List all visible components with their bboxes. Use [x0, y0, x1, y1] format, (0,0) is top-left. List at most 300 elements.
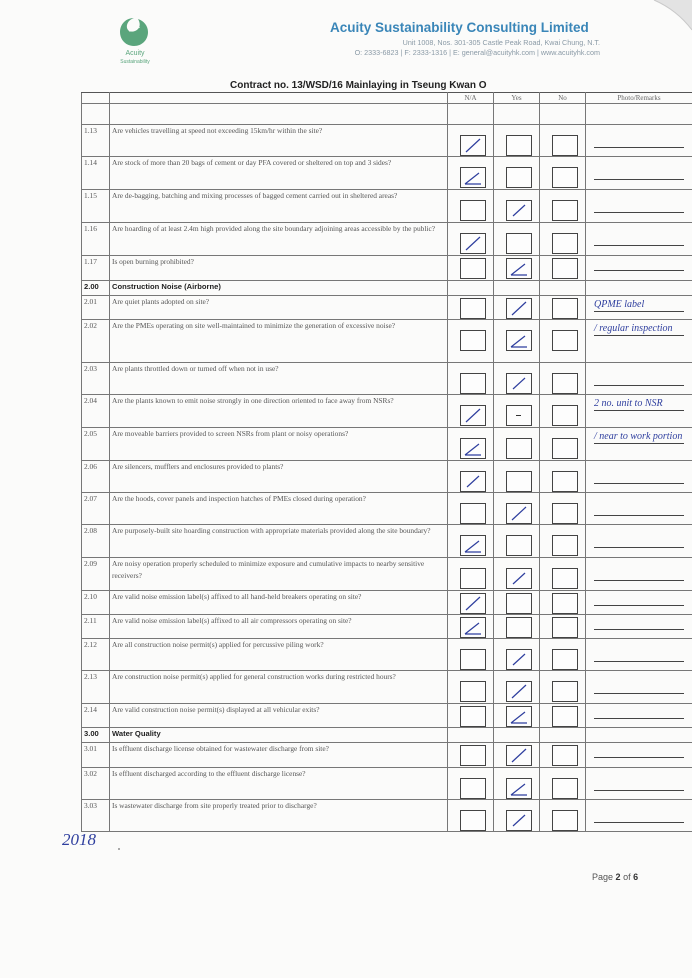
address-line-1: Unit 1008, Nos. 301-305 Castle Peak Road, Kwai Chung, N.T. — [402, 38, 600, 47]
cell-na — [448, 615, 494, 639]
cell-yes — [494, 223, 540, 256]
tick-mark-icon — [507, 707, 531, 726]
dash-mark-icon — [516, 415, 521, 416]
checkbox-empty[interactable] — [460, 568, 486, 589]
cell-no — [540, 800, 586, 832]
item-number: 2.03 — [82, 363, 110, 395]
header-question-cell — [110, 93, 448, 104]
cell-na — [448, 125, 494, 157]
table-row — [82, 704, 692, 728]
checkbox-empty[interactable] — [506, 617, 532, 638]
cell-na — [448, 428, 494, 461]
checkbox-ticked[interactable] — [460, 167, 486, 188]
tick-mark-icon — [461, 168, 485, 187]
cell-no — [540, 190, 586, 223]
cell-no — [540, 591, 586, 615]
cell-no — [540, 704, 586, 728]
remark-line — [594, 605, 684, 606]
table-row — [82, 256, 692, 281]
item-question: Are moveable barriers provided to screen NSRs from plant or noisy operations? — [110, 428, 448, 461]
item-question: Is effluent discharge license obtained for wastewater discharge from site? — [110, 743, 448, 768]
checkbox-empty[interactable] — [460, 706, 486, 727]
table-row — [82, 320, 692, 363]
cell-yes — [494, 363, 540, 395]
header-num-cell — [82, 93, 110, 104]
cell-na — [448, 768, 494, 800]
checkbox-empty[interactable] — [552, 649, 578, 670]
remark-line — [594, 385, 684, 386]
checkbox-empty[interactable] — [506, 233, 532, 254]
remark-cell — [586, 296, 692, 320]
cell-yes — [494, 428, 540, 461]
table-row — [82, 639, 692, 671]
checkbox-empty[interactable] — [506, 438, 532, 459]
checkbox-ticked[interactable] — [506, 745, 532, 766]
table-row — [82, 125, 692, 157]
remark-cell — [586, 591, 692, 615]
item-question: Is wastewater discharge from site properly treated prior to discharge? — [110, 800, 448, 832]
checkbox-empty[interactable] — [460, 373, 486, 394]
tick-mark-icon — [507, 569, 531, 588]
cell-yes — [494, 615, 540, 639]
cell-yes — [494, 461, 540, 493]
table-row — [82, 558, 692, 591]
checkbox-ticked[interactable] — [460, 471, 486, 492]
cell-na — [448, 461, 494, 493]
handwritten-remark: QPME label — [594, 299, 645, 310]
remark-cell — [586, 493, 692, 525]
cell-no — [540, 428, 586, 461]
cell-no — [540, 461, 586, 493]
handwritten-remark: / regular inspection — [594, 323, 673, 334]
leaf-logo-icon — [104, 14, 164, 50]
checkbox-empty[interactable] — [460, 649, 486, 670]
remark-line — [594, 547, 684, 548]
checkbox-empty[interactable] — [552, 706, 578, 727]
table-row — [82, 223, 692, 256]
cell-yes — [494, 743, 540, 768]
checkbox-empty[interactable] — [460, 298, 486, 319]
remark-cell — [586, 395, 692, 428]
item-question: Are construction noise permit(s) applied for general construction works during restricted hours? — [110, 671, 448, 704]
tick-mark-icon — [461, 136, 485, 155]
checkbox-empty[interactable] — [506, 471, 532, 492]
cell-yes — [494, 190, 540, 223]
blank-cell — [110, 104, 448, 125]
item-number: 1.16 — [82, 223, 110, 256]
tick-mark-icon — [461, 594, 485, 613]
remark-line — [594, 270, 684, 271]
remark-cell — [586, 363, 692, 395]
checkbox-empty[interactable] — [552, 135, 578, 156]
blank-cell — [448, 104, 494, 125]
page-total: 6 — [633, 872, 639, 882]
header-yes: Yes — [494, 93, 540, 104]
item-question: Are noisy operation properly scheduled to minimize exposure and cumulative impacts to nearby sensitive receivers? — [110, 558, 448, 591]
cell-no — [540, 671, 586, 704]
remark-cell — [586, 525, 692, 558]
checklist-table — [81, 92, 692, 832]
item-question: Is effluent discharged according to the effluent discharge license? — [110, 768, 448, 800]
blank-cell — [82, 104, 110, 125]
page-label: Page — [592, 872, 614, 882]
item-number: 2.10 — [82, 591, 110, 615]
company-address — [330, 38, 600, 58]
cell-no — [540, 743, 586, 768]
item-question: Are the plants known to emit noise strongly in one direction oriented to face away from NSRs? — [110, 395, 448, 428]
checkbox-ticked[interactable] — [506, 649, 532, 670]
cell-yes — [494, 558, 540, 591]
blank-cell — [540, 104, 586, 125]
table-row — [82, 296, 692, 320]
cell-no — [540, 223, 586, 256]
checkbox-ticked[interactable] — [460, 593, 486, 614]
remark-cell — [586, 190, 692, 223]
cell-yes — [494, 493, 540, 525]
cell-na — [448, 704, 494, 728]
item-number: 2.07 — [82, 493, 110, 525]
cell-yes — [494, 125, 540, 157]
header-remarks: Photo/Remarks — [586, 93, 692, 104]
checkbox-ticked[interactable] — [506, 681, 532, 702]
checkbox-empty[interactable] — [552, 681, 578, 702]
item-question: Are stock of more than 20 bags of cement or day PFA covered or sheltered on top and 3 sides? — [110, 157, 448, 190]
cell-no — [540, 558, 586, 591]
checkbox-empty[interactable] — [552, 405, 578, 426]
remark-cell — [586, 428, 692, 461]
cell-na — [448, 639, 494, 671]
tick-mark-icon — [507, 779, 531, 798]
item-number: 1.14 — [82, 157, 110, 190]
page-corner-shadow — [642, 0, 692, 40]
checkbox-empty[interactable] — [552, 298, 578, 319]
remark-line — [594, 757, 684, 758]
item-question: Are the hoods, cover panels and inspection hatches of PMEs closed during operation? — [110, 493, 448, 525]
section-row — [82, 728, 692, 743]
tick-mark-icon — [461, 406, 485, 425]
remark-cell — [586, 281, 692, 296]
checkbox-empty[interactable] — [552, 810, 578, 831]
checkbox-empty[interactable] — [460, 503, 486, 524]
item-number: 2.14 — [82, 704, 110, 728]
remark-cell — [586, 157, 692, 190]
item-number: 2.06 — [82, 461, 110, 493]
checkbox-ticked[interactable] — [506, 200, 532, 221]
tick-mark-icon — [461, 472, 485, 491]
remark-line — [594, 245, 684, 246]
checkbox-ticked[interactable] — [460, 535, 486, 556]
tick-mark-icon — [507, 299, 531, 318]
scan-speck — [118, 848, 120, 850]
tick-mark-icon — [461, 536, 485, 555]
handwritten-remark: 2 no. unit to NSR — [594, 398, 663, 409]
table-row — [82, 743, 692, 768]
item-question: Are valid construction noise permit(s) displayed at all vehicular exits? — [110, 704, 448, 728]
checkbox-ticked[interactable] — [506, 810, 532, 831]
tick-mark-icon — [461, 234, 485, 253]
table-row — [82, 800, 692, 832]
logo-text: Acuity — [125, 50, 145, 57]
checkbox-empty[interactable] — [552, 373, 578, 394]
checkbox-empty[interactable] — [552, 503, 578, 524]
cell-no — [540, 320, 586, 363]
checkbox-empty[interactable] — [460, 810, 486, 831]
checkbox-empty[interactable] — [552, 330, 578, 351]
cell-no — [540, 639, 586, 671]
item-number: 2.08 — [82, 525, 110, 558]
checkbox-empty[interactable] — [552, 258, 578, 279]
checkbox-empty[interactable] — [552, 471, 578, 492]
remark-line — [594, 335, 684, 336]
checkbox-empty[interactable] — [460, 200, 486, 221]
checkbox-empty[interactable] — [460, 258, 486, 279]
tick-mark-icon — [461, 439, 485, 458]
blank-cell — [494, 104, 540, 125]
checkbox-empty[interactable] — [460, 681, 486, 702]
cell-na — [448, 363, 494, 395]
item-number: 3.00 — [82, 728, 110, 743]
cell-na — [448, 493, 494, 525]
page-number — [592, 872, 638, 882]
cell-na — [448, 190, 494, 223]
checkbox-empty[interactable] — [460, 745, 486, 766]
cell-na — [448, 525, 494, 558]
remark-line — [594, 693, 684, 694]
item-question: Are de-bagging, batching and mixing processes of bagged cement carried out in sheltered areas? — [110, 190, 448, 223]
item-number: 3.03 — [82, 800, 110, 832]
checkbox-ticked[interactable] — [506, 778, 532, 799]
company-header — [330, 20, 600, 58]
table-row — [82, 615, 692, 639]
remark-line — [594, 822, 684, 823]
item-question: Are silencers, mufflers and enclosures provided to plants? — [110, 461, 448, 493]
item-question: Are valid noise emission label(s) affixed to all hand-held breakers operating on site? — [110, 591, 448, 615]
table-row — [82, 768, 692, 800]
checkbox-ticked[interactable] — [506, 373, 532, 394]
item-number: 2.11 — [82, 615, 110, 639]
item-question: Is open burning prohibited? — [110, 256, 448, 281]
item-number: 2.09 — [82, 558, 110, 591]
cell-yes — [494, 256, 540, 281]
tick-mark-icon — [507, 746, 531, 765]
cell-no — [540, 768, 586, 800]
header-no: No — [540, 93, 586, 104]
section-row — [82, 281, 692, 296]
tick-mark-icon — [507, 259, 531, 278]
checkbox-ticked[interactable] — [460, 617, 486, 638]
cell-no — [540, 296, 586, 320]
remark-line — [594, 718, 684, 719]
item-number: 1.13 — [82, 125, 110, 157]
item-number: 1.17 — [82, 256, 110, 281]
checkbox-empty[interactable] — [552, 200, 578, 221]
cell-no — [540, 281, 586, 296]
cell-na — [448, 256, 494, 281]
remark-line — [594, 147, 684, 148]
remark-line — [594, 179, 684, 180]
remark-cell — [586, 800, 692, 832]
checkbox-empty[interactable] — [506, 535, 532, 556]
remark-cell — [586, 125, 692, 157]
table-header-row — [82, 93, 692, 104]
page-current: 2 — [615, 872, 621, 882]
company-logo — [104, 14, 164, 70]
handwritten-remark: / near to work portion — [594, 431, 683, 442]
contract-title: Contract no. 13/WSD/16 Mainlaying in Tseung Kwan O — [230, 80, 487, 91]
blank-row — [82, 104, 692, 125]
remark-line — [594, 443, 684, 444]
cell-na — [448, 296, 494, 320]
logo-subtext: Sustainability — [120, 59, 150, 65]
tick-mark-icon — [507, 650, 531, 669]
item-number: 2.04 — [82, 395, 110, 428]
table-row — [82, 363, 692, 395]
cell-na — [448, 728, 494, 743]
checkbox-ticked[interactable] — [506, 330, 532, 351]
remark-cell — [586, 704, 692, 728]
checkbox-ticked[interactable] — [506, 298, 532, 319]
checkbox-empty[interactable] — [552, 167, 578, 188]
checkbox-empty[interactable] — [460, 330, 486, 351]
checkbox-ticked[interactable] — [506, 706, 532, 727]
checkbox-ticked[interactable] — [460, 233, 486, 254]
tick-mark-icon — [507, 374, 531, 393]
cell-na — [448, 395, 494, 428]
cell-na — [448, 671, 494, 704]
item-number: 1.15 — [82, 190, 110, 223]
remark-line — [594, 515, 684, 516]
item-question: Are all construction noise permit(s) applied for percussive piling work? — [110, 639, 448, 671]
cell-na — [448, 558, 494, 591]
checkbox-empty[interactable] — [552, 778, 578, 799]
item-number: 3.02 — [82, 768, 110, 800]
page-of: of — [623, 872, 631, 882]
item-question: Are quiet plants adopted on site? — [110, 296, 448, 320]
item-question: Are purposely-built site hoarding construction with appropriate materials provided along the site boundary? — [110, 525, 448, 558]
cell-yes — [494, 525, 540, 558]
section-title: Water Quality — [110, 728, 448, 743]
remark-line — [594, 212, 684, 213]
cell-yes — [494, 395, 540, 428]
item-number: 2.05 — [82, 428, 110, 461]
cell-na — [448, 320, 494, 363]
remark-line — [594, 790, 684, 791]
address-line-2: O: 2333-6823 | F: 2333-1316 | E: general@acuityhk.com | www.acuityhk.com — [354, 48, 600, 57]
cell-no — [540, 395, 586, 428]
remark-cell — [586, 671, 692, 704]
remark-cell — [586, 558, 692, 591]
table-row — [82, 591, 692, 615]
remark-cell — [586, 768, 692, 800]
cell-yes — [494, 728, 540, 743]
checkbox-dash[interactable] — [506, 405, 532, 426]
cell-yes — [494, 296, 540, 320]
checkbox-empty[interactable] — [552, 233, 578, 254]
item-number: 3.01 — [82, 743, 110, 768]
checkbox-empty[interactable] — [506, 135, 532, 156]
remark-line — [594, 580, 684, 581]
cell-na — [448, 743, 494, 768]
item-question: Are the PMEs operating on site well-maintained to minimize the generation of excessive noise? — [110, 320, 448, 363]
cell-no — [540, 256, 586, 281]
table-row — [82, 493, 692, 525]
table-row — [82, 428, 692, 461]
cell-yes — [494, 671, 540, 704]
tick-mark-icon — [507, 331, 531, 350]
cell-na — [448, 800, 494, 832]
item-number: 2.12 — [82, 639, 110, 671]
checkbox-empty[interactable] — [552, 568, 578, 589]
checkbox-empty[interactable] — [552, 535, 578, 556]
table-row — [82, 190, 692, 223]
remark-cell — [586, 223, 692, 256]
checkbox-ticked[interactable] — [460, 405, 486, 426]
cell-yes — [494, 157, 540, 190]
checkbox-ticked[interactable] — [460, 438, 486, 459]
cell-yes — [494, 639, 540, 671]
checkbox-ticked[interactable] — [460, 135, 486, 156]
cell-no — [540, 525, 586, 558]
cell-na — [448, 281, 494, 296]
remark-line — [594, 483, 684, 484]
remark-cell — [586, 728, 692, 743]
item-number: 2.00 — [82, 281, 110, 296]
handwritten-date: 2018 — [62, 830, 96, 849]
checkbox-empty[interactable] — [552, 593, 578, 614]
tick-mark-icon — [507, 504, 531, 523]
cell-no — [540, 728, 586, 743]
table-row — [82, 461, 692, 493]
checkbox-ticked[interactable] — [506, 503, 532, 524]
item-question: Are hoarding of at least 2.4m high provided along the site boundary adjoining areas accessible by the public? — [110, 223, 448, 256]
checkbox-empty[interactable] — [506, 593, 532, 614]
cell-yes — [494, 281, 540, 296]
cell-yes — [494, 591, 540, 615]
cell-na — [448, 223, 494, 256]
checkbox-empty[interactable] — [460, 778, 486, 799]
cell-na — [448, 591, 494, 615]
item-number: 2.02 — [82, 320, 110, 363]
remark-cell — [586, 639, 692, 671]
company-name: Acuity Sustainability Consulting Limited — [330, 20, 589, 35]
remark-line — [594, 661, 684, 662]
tick-mark-icon — [507, 201, 531, 220]
item-question: Are valid noise emission label(s) affixed to all air compressors operating on site? — [110, 615, 448, 639]
cell-yes — [494, 800, 540, 832]
cell-no — [540, 615, 586, 639]
table-row — [82, 671, 692, 704]
tick-mark-icon — [461, 618, 485, 637]
table-row — [82, 157, 692, 190]
table-row — [82, 525, 692, 558]
cell-no — [540, 157, 586, 190]
checkbox-empty[interactable] — [506, 167, 532, 188]
checkbox-ticked[interactable] — [506, 568, 532, 589]
checkbox-ticked[interactable] — [506, 258, 532, 279]
cell-yes — [494, 704, 540, 728]
tick-mark-icon — [507, 811, 531, 830]
item-number: 2.13 — [82, 671, 110, 704]
section-title: Construction Noise (Airborne) — [110, 281, 448, 296]
remark-line — [594, 311, 684, 312]
cell-no — [540, 363, 586, 395]
remark-line — [594, 410, 684, 411]
cell-no — [540, 125, 586, 157]
cell-yes — [494, 320, 540, 363]
checkbox-empty[interactable] — [552, 617, 578, 638]
checkbox-empty[interactable] — [552, 745, 578, 766]
checkbox-empty[interactable] — [552, 438, 578, 459]
